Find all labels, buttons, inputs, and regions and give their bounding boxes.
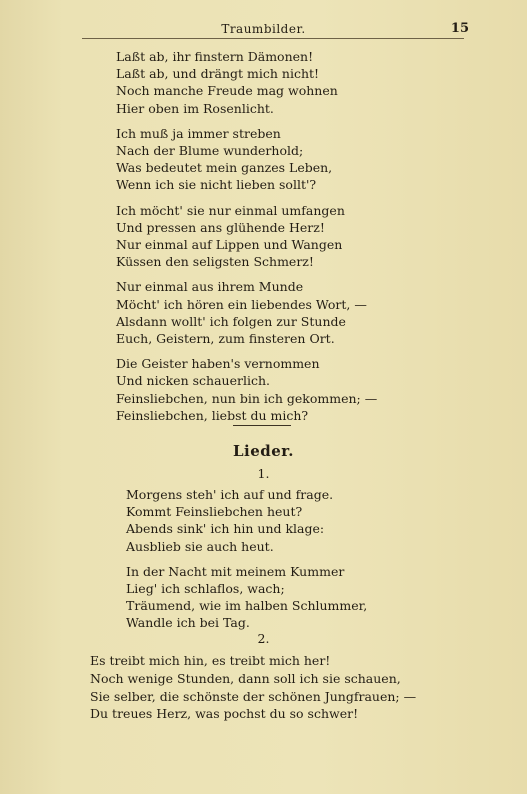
poem-lied-1 (126, 486, 456, 640)
verse-line: Wenn ich sie nicht lieben sollt'? (116, 177, 317, 193)
verse-line: Ich möcht' sie nur einmal umfangen (116, 202, 345, 218)
verse-line: Es treibt mich hin, es treibt mich her! (90, 653, 331, 668)
poem-number: 2. (257, 631, 270, 646)
stanza (116, 48, 456, 117)
stanza (126, 486, 456, 555)
poem-traumbilder (116, 48, 456, 432)
verse-line: Kommt Feinsliebchen heut? (126, 504, 303, 520)
verse-line: Laßt ab, und drängt mich nicht! (116, 66, 320, 82)
stanza (116, 355, 456, 424)
verse-line: In der Nacht mit meinem Kummer (126, 563, 345, 579)
stanza (126, 563, 456, 632)
verse-line: Du treues Herz, was pochst du so schwer! (90, 706, 359, 722)
verse-line: Laßt ab, ihr finstern Dämonen! (116, 49, 314, 64)
verse-line: Was bedeutet mein ganzes Leben, (116, 160, 333, 176)
verse-line: Die Geister haben's vernommen (116, 356, 320, 372)
header-rule (82, 38, 464, 39)
verse-line: Abends sink' ich hin und klage: (126, 521, 325, 537)
poem-number: 1. (257, 466, 270, 481)
verse-line: Feinsliebchen, nun bin ich gekommen; — (116, 390, 378, 406)
verse-line: Lieg' ich schlaflos, wach; (126, 581, 285, 597)
stanza (116, 278, 456, 347)
verse-line: Und pressen ans glühende Herz! (116, 219, 325, 235)
page-number: 15 (450, 21, 469, 36)
verse-line: Möcht' ich hören ein liebendes Wort, — (116, 296, 367, 312)
verse-line: Hier oben im Rosenlicht. (116, 100, 274, 116)
verse-line: Küssen den seligsten Schmerz! (116, 254, 314, 270)
verse-line: Ich muß ja immer streben (116, 125, 281, 141)
verse-line: Nach der Blume wunderhold; (116, 143, 304, 159)
section-divider (233, 425, 291, 426)
verse-line: Euch, Geistern, zum finsteren Ort. (116, 331, 335, 347)
poem-lied-2 (90, 652, 510, 723)
verse-line: Noch wenige Stunden, dann soll ich sie schauen, (90, 670, 401, 686)
verse-line: Und nicken schauerlich. (116, 373, 270, 389)
stanza (116, 125, 456, 194)
verse-line: Nur einmal auf Lippen und Wangen (116, 237, 343, 253)
verse-line: Morgens steh' ich auf und frage. (126, 487, 334, 502)
verse-line: Noch manche Freude mag wohnen (116, 83, 338, 99)
verse-line: Wandle ich bei Tag. (126, 615, 250, 631)
verse-line: Ausblieb sie auch heut. (126, 538, 274, 554)
running-title: Traumbilder. (221, 22, 306, 36)
verse-line: Sie selber, die schönste der schönen Jungfrauen; — (90, 688, 417, 704)
verse-line: Feinsliebchen, liebst du mich? (116, 407, 309, 423)
verse-line: Alsdann wollt' ich folgen zur Stunde (116, 313, 346, 329)
section-title: Lieder. (232, 442, 295, 460)
verse-line: Träumend, wie im halben Schlummer, (126, 598, 368, 614)
verse-line: Nur einmal aus ihrem Munde (116, 279, 304, 295)
stanza (116, 202, 456, 271)
